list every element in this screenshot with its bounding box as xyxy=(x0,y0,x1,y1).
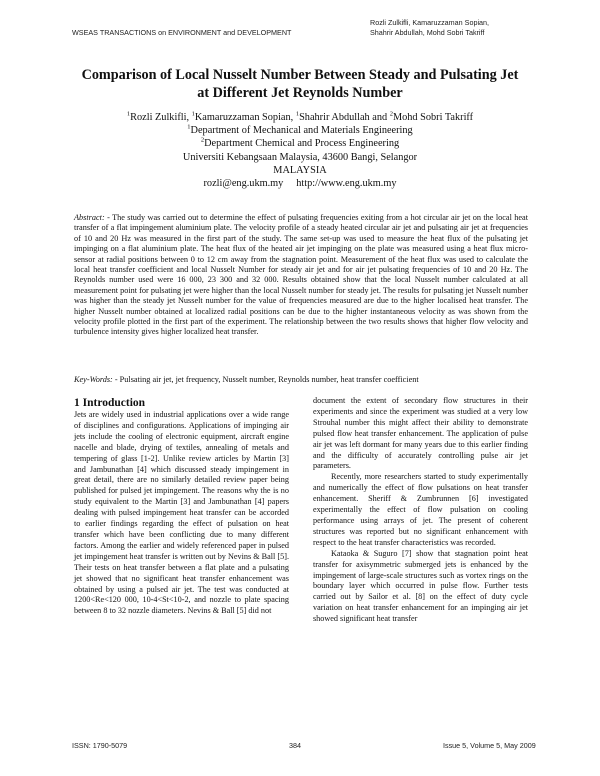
paragraph: document the extent of secondary flow structures in their experiments and since the experiment was studied at a very low Strouhal number this might affect their ability to demonstrate pulsed flow heat transfer enhancement. The application of pulse air jet was left dormant for many years due to this earlier finding and the difficulty of accurately controlling pulse air jet parameters. xyxy=(313,396,528,471)
title-line-1: Comparison of Local Nusselt Number Between Steady and Pulsating Jet xyxy=(81,67,519,83)
running-authors-header xyxy=(370,18,530,38)
country: MALAYSIA xyxy=(273,164,327,176)
keywords-label: Key-Words: xyxy=(74,375,113,384)
abstract xyxy=(74,213,528,338)
affil-marker: 1 xyxy=(126,110,131,118)
author-name: Shahrir Abdullah and xyxy=(299,112,390,123)
running-authors-line2: Shahrir Abdullah, Mohd Sobri Takriff xyxy=(370,28,485,37)
affil-marker: 1 xyxy=(187,123,191,131)
keywords-text: - Pulsating air jet, jet frequency, Nusselt number, Reynolds number, heat transfer coefficient xyxy=(112,375,419,384)
left-column xyxy=(74,396,289,617)
footer-page-number: 384 xyxy=(289,741,301,750)
paragraph: Jets are widely used in industrial applications over a wide range of disciplines and configurations. Applications of impinging air jets include the cooling of electronic equipment, aircraft engine nacelle and blade, drying of textiles, annealing of metals and tempering of glass [1-2]. Unlike review articles by Martin [3] and Jambunathan [4] which discussed steady impingement in great detail, there are no similarly detailed review paper being published for pulsed jet impingement. The reasons why the is no study equivalent to the Martin [3] and Jambunathan [4] papers dealing with pulsed impingement heat transfer can be accorded to earlier findings regarding the effect of pulsation on heat transfer which have been conflicting due to many different factors. Among the earlier and widely referenced paper in pulsed jet impingement heat transfer is written out by Nevins & Ball [5]. Their tests on heat transfer between a flat plate and a pulsating jet showed that no significant heat transfer enhancement was obtained by using a pulsed air jet. The test was conducted at 1200<Re<120 000, 10-4<St<10-2, and nozzle to plate spacing between 8 to 32 nozzle diameters. Nevins & Ball [5] did not xyxy=(74,410,289,616)
author-name: Mohd Sobri Takriff xyxy=(392,112,474,123)
university: Universiti Kebangsaan Malaysia, 43600 Bangi, Selangor xyxy=(182,151,418,163)
affiliation-1-text: Department of Mechanical and Materials Engineering xyxy=(190,125,413,137)
running-authors-line1: Rozli Zulkifli, Kamaruzzaman Sopian, xyxy=(370,18,490,27)
affiliation-1 xyxy=(60,124,540,137)
paragraph: Kataoka & Suguro [7] show that stagnation point heat transfer for axisymmetric submerged jets is enhanced by the impingement of large-scale structures such as vortex rings on the boundary layer which occurred in pulse flow. Further tests carried out by Sailor et al. [8] on the effect of duty cycle variation on heat transfer enhancement for an impinging air jet showed significant heat transfer xyxy=(313,548,528,624)
contact-line: rozli@eng.ukm.my http://www.eng.ukm.my xyxy=(203,178,397,190)
affil-marker: 1 xyxy=(295,110,300,118)
affil-marker: 1 xyxy=(191,110,195,118)
keywords xyxy=(74,375,528,385)
affiliation-2 xyxy=(60,137,540,150)
author-names xyxy=(60,111,540,124)
abstract-text: - The study was carried out to determine the effect of pulsating frequencies exiting from a hot circular air jet on the local heat transfer of a flat impingement aluminium plate. The velocity profile of a steady heated circular air jet and pulsating air jet at frequencies of 10 and 20 Hz was measured in the first part of the study. The same set-up was used to measure the heat flux of the pulsating jet impinging on a flat aluminium plate. The heat flux of the heated air jet impinging on the plate was measured using a heat flux micro-sensor at radial positions between 0 to 12 cm away from the stagnation point. Measurement of the heat flux was used to calculate the local heat transfer coefficient and local Nusselt Number for steady air jet and for air jet pulsating frequencies of 10 and 20 Hz. The Reynolds number used were 16 000, 23 300 and 32 000. Results obtained show that the local Nusselt number calculated at all measurement point for pulsating jet were higher than the local Nusselt number for steady jet. The results for pulsating jet Nusselt number was higher than the steady jet Nusselt number for the value of frequencies measured are due to the higher localised heat transfer. The higher Nusselt number obtained at localized radial positions can be due to the higher instantaneous velocity as was shown from the velocity profile plotted in the first part of the experiment. The relationship between the two results shows that higher flow velocity and turbulence intensity gives higher localized heat transfer. xyxy=(74,213,528,337)
paragraph: Recently, more researchers started to study experimentally and numerically the effect of flow pulsations on heat transfer enhancement. Sheriff & Zumbrunnen [6] investigated experimentally the effect of flow pulsation on cooling performance using arrays of jet. The present of coherent structures was reported but no significant enhancement with respect to the heat transfer characteristics was recorded. xyxy=(313,472,528,547)
footer-issn: ISSN: 1790-5079 xyxy=(72,741,128,750)
footer-issue: Issue 5, Volume 5, May 2009 xyxy=(443,741,536,750)
right-column xyxy=(313,396,528,625)
affiliation-2-text: Department Chemical and Process Engineering xyxy=(204,138,400,150)
section-heading: 1 Introduction xyxy=(74,397,146,409)
affil-marker: 2 xyxy=(200,136,205,144)
author-name: Kamaruzzaman Sopian, xyxy=(194,112,296,123)
author-name: Rozli Zulkifli, xyxy=(130,112,192,123)
journal-header: WSEAS TRANSACTIONS on ENVIRONMENT and DEVELOPMENT xyxy=(72,28,292,37)
affil-marker: 2 xyxy=(389,110,393,118)
author-block xyxy=(60,111,540,190)
paper-title xyxy=(60,66,540,102)
title-line-2: at Different Jet Reynolds Number xyxy=(197,85,403,101)
abstract-label: Abstract: xyxy=(74,213,105,222)
